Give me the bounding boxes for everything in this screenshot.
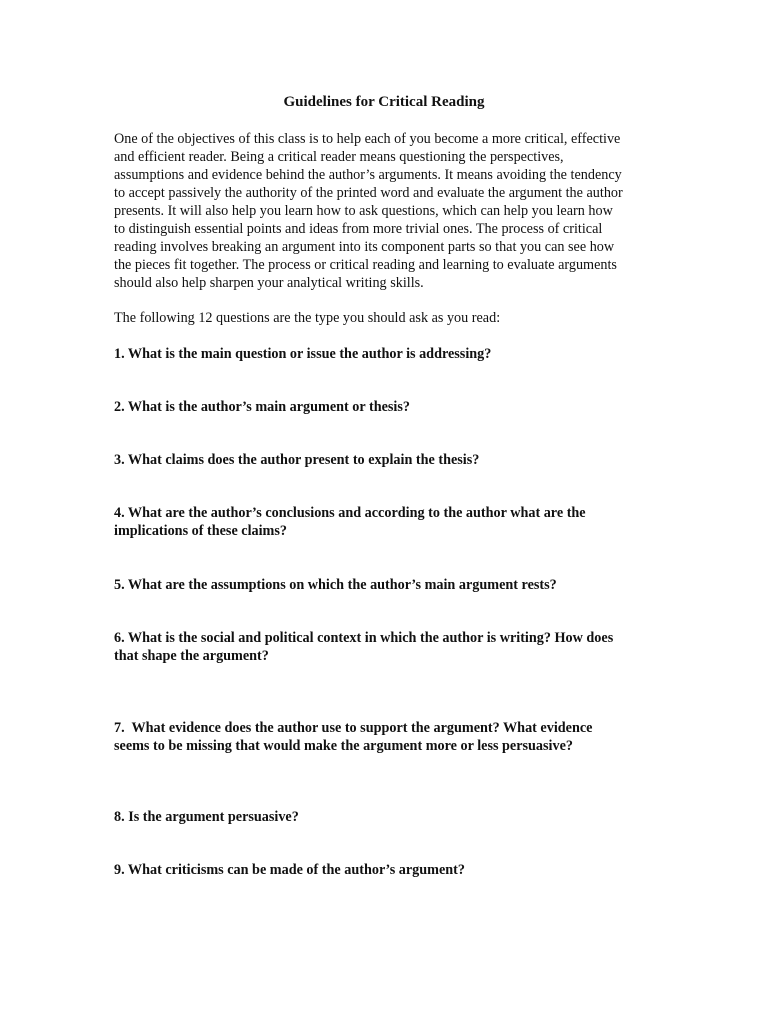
question-line: 7. What evidence does the author use to support the argument? What evidence	[114, 720, 593, 736]
paragraph-line: One of the objectives of this class is to help each of you become a more critical, effective	[114, 131, 621, 147]
question-line: 6. What is the social and political context in which the author is writing? How does	[114, 630, 614, 646]
paragraph-line: the pieces fit together. The process or critical reading and learning to evaluate arguments	[114, 257, 617, 273]
question-line: 3. What claims does the author present to explain the thesis?	[114, 452, 480, 468]
question-5	[114, 576, 674, 594]
question-line: 1. What is the main question or issue the author is addressing?	[114, 346, 492, 362]
question-9	[114, 861, 674, 879]
intro-paragraph	[114, 130, 674, 292]
paragraph-line: presents. It will also help you learn how to ask questions, which can help you learn how	[114, 203, 613, 219]
question-3	[114, 451, 674, 469]
question-line: seems to be missing that would make the argument more or less persuasive?	[114, 738, 573, 754]
document-title: Guidelines for Critical Reading	[283, 94, 485, 110]
question-8	[114, 808, 674, 826]
question-7	[114, 719, 674, 755]
paragraph-line: assumptions and evidence behind the author’s arguments. It means avoiding the tendency	[114, 167, 622, 183]
questions-intro: The following 12 questions are the type you should ask as you read:	[114, 310, 501, 326]
paragraph-line: and efficient reader. Being a critical reader means questioning the perspectives,	[114, 149, 564, 165]
question-line: 4. What are the author’s conclusions and according to the author what are the	[114, 505, 586, 521]
question-1	[114, 345, 674, 363]
question-2	[114, 398, 674, 416]
question-line: 8. Is the argument persuasive?	[114, 809, 299, 825]
paragraph-line: reading involves breaking an argument into its component parts so that you can see how	[114, 239, 615, 255]
question-line: 9. What criticisms can be made of the author’s argument?	[114, 862, 465, 878]
question-line: 2. What is the author’s main argument or thesis?	[114, 399, 410, 415]
paragraph-line: to accept passively the authority of the printed word and evaluate the argument the author	[114, 185, 623, 201]
paragraph-line: should also help sharpen your analytical writing skills.	[114, 275, 424, 291]
question-4	[114, 504, 674, 540]
question-line: implications of these claims?	[114, 523, 287, 539]
paragraph-line: to distinguish essential points and ideas from more trivial ones. The process of critical	[114, 221, 603, 237]
question-line: 5. What are the assumptions on which the author’s main argument rests?	[114, 577, 557, 593]
question-line: that shape the argument?	[114, 648, 269, 664]
question-6	[114, 629, 674, 665]
